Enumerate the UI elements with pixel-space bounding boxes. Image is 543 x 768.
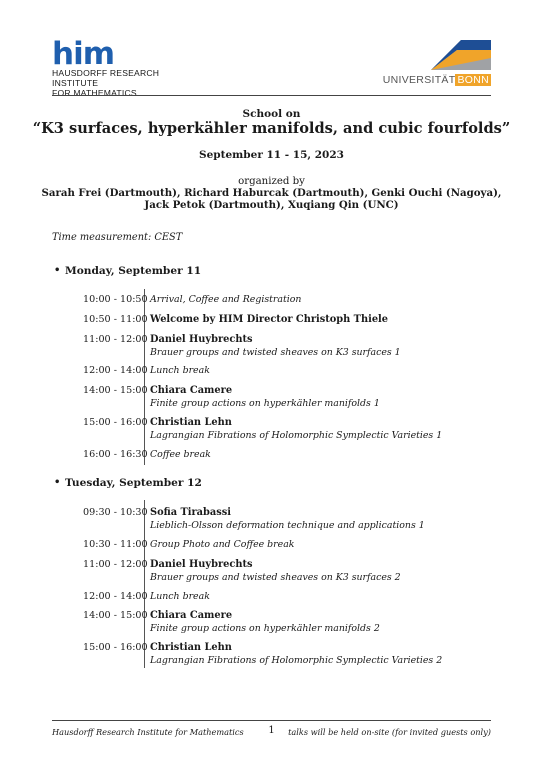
session-title: Group Photo and Coffee break [150,539,295,550]
talk-title: Finite group actions on hyperkähler manifolds 2 [150,623,380,634]
talk-title: Lagrangian Fibrations of Holomorphic Symplectic Varieties 1 [150,430,443,441]
university-bonn-logo [371,40,491,86]
bonn-logo-suffix: BONN [457,74,489,86]
day-heading-text: Monday, September 11 [65,265,202,277]
session-time: 10:00 - 10:50 [83,294,148,305]
header-divider [52,95,491,96]
session-time: 11:00 - 12:00 [83,334,148,345]
speaker-name: Christian Lehn [150,642,232,653]
bonn-emblem-icon [431,40,491,70]
footer-note: talks will be held on-site (for invited guests only) [288,727,491,737]
bonn-logo-prefix: UNIVERSITÄT [382,74,456,86]
talk-title: Brauer groups and twisted sheaves on K3 surfaces 1 [150,347,401,358]
him-logo-word: him [52,36,114,72]
school-label: School on [242,108,301,120]
session-time: 14:00 - 15:00 [83,610,148,621]
speaker-name: Chiara Camere [150,385,233,396]
time-measurement-note: Time measurement: CEST [52,232,183,243]
speaker-name: Chiara Camere [150,610,233,621]
session-title: Welcome by HIM Director Christoph Thiele [150,314,389,325]
session-time: 16:00 - 16:30 [83,449,148,460]
session-title: Lunch break [150,365,210,376]
him-logo-line1: HAUSDORFF RESEARCH INSTITUTE [52,68,160,88]
day-heading-tuesday [54,477,202,489]
footer-divider [52,720,491,721]
bullet: • [54,477,61,488]
bullet: • [54,265,61,276]
session-time: 12:00 - 14:00 [83,591,148,602]
day-heading-text: Tuesday, September 12 [65,477,202,489]
organized-by-label: organized by [238,176,305,187]
session-time: 09:30 - 10:30 [83,507,148,518]
organizers-line-2: Jack Petok (Dartmouth), Xuqiang Qin (UNC) [144,199,399,211]
talk-title: Lagrangian Fibrations of Holomorphic Symplectic Varieties 2 [150,655,443,666]
him-logo [52,36,202,98]
speaker-name: Christian Lehn [150,417,232,428]
bonn-logo-wordmark [383,74,491,86]
organizers-line-1: Sarah Frei (Dartmouth), Richard Haburcak (Dartmouth), Genki Ouchi (Nagoya), [41,187,502,199]
session-time: 12:00 - 14:00 [83,365,148,376]
session-time: 10:50 - 11:00 [83,314,148,325]
event-dates: September 11 - 15, 2023 [199,149,344,161]
school-title: “K3 surfaces, hyperkähler manifolds, and cubic fourfolds” [32,120,511,137]
session-title: Arrival, Coffee and Registration [150,294,302,305]
talk-title: Brauer groups and twisted sheaves on K3 surfaces 2 [150,572,401,583]
session-time: 14:00 - 15:00 [83,385,148,396]
session-time: 15:00 - 16:00 [83,417,148,428]
page-number: 1 [268,725,275,736]
session-title: Coffee break [150,449,211,460]
talk-title: Finite group actions on hyperkähler manifolds 1 [150,398,380,409]
session-time: 11:00 - 12:00 [83,559,148,570]
session-title: Lunch break [150,591,210,602]
speaker-name: Daniel Huybrechts [150,334,253,345]
talk-title: Lieblich-Olsson deformation technique and applications 1 [150,520,425,531]
speaker-name: Daniel Huybrechts [150,559,253,570]
day-heading-monday [54,265,202,277]
footer-institute: Hausdorff Research Institute for Mathematics [52,727,244,737]
him-logo-line2: FOR MATHEMATICS [52,88,137,98]
speaker-name: Sofia Tirabassi [150,507,231,518]
session-time: 10:30 - 11:00 [83,539,148,550]
session-time: 15:00 - 16:00 [83,642,148,653]
